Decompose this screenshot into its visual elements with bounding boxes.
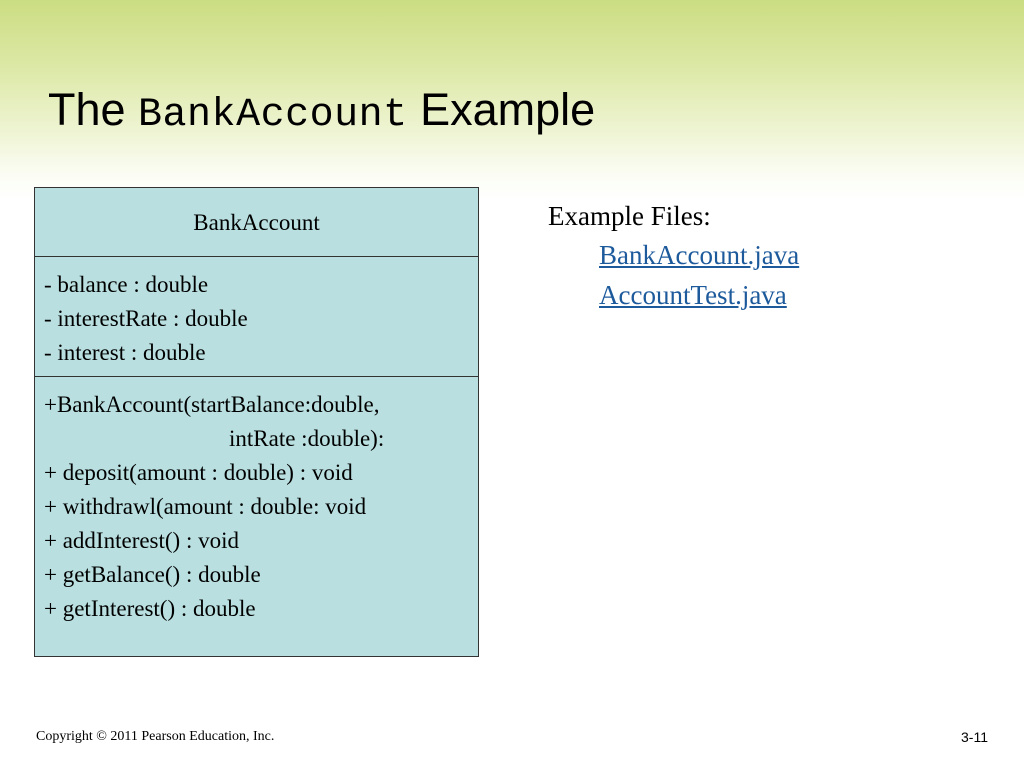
example-files <box>548 197 799 315</box>
example-files-label: Example Files: <box>548 201 711 231</box>
uml-attribute: - balance : double <box>44 272 209 297</box>
uml-method: + deposit(amount : double) : void <box>44 460 353 485</box>
uml-method: +BankAccount(startBalance:double, <box>44 392 380 417</box>
uml-attributes <box>35 257 478 377</box>
page-number: 3-11 <box>961 729 988 745</box>
uml-methods <box>35 377 478 656</box>
uml-method: + getInterest() : double <box>44 596 256 621</box>
title-code: BankAccount <box>138 93 408 138</box>
slide-title <box>48 80 595 140</box>
link-bankaccount-java[interactable]: BankAccount.java <box>599 240 800 270</box>
title-prefix: The <box>48 84 139 135</box>
uml-class-name: BankAccount <box>35 188 478 257</box>
uml-attribute: - interest : double <box>44 340 206 365</box>
copyright-footer: Copyright © 2011 Pearson Education, Inc. <box>36 729 275 744</box>
uml-attribute: - interestRate : double <box>44 306 248 331</box>
uml-method: + withdrawl(amount : double: void <box>44 494 367 519</box>
link-accounttest-java[interactable]: AccountTest.java <box>599 280 787 310</box>
uml-method: + addInterest() : void <box>44 528 239 553</box>
uml-method: + getBalance() : double <box>44 562 261 587</box>
uml-class-diagram <box>34 187 479 657</box>
title-suffix: Example <box>407 84 596 135</box>
uml-method-continuation: intRate :double): <box>229 426 385 451</box>
